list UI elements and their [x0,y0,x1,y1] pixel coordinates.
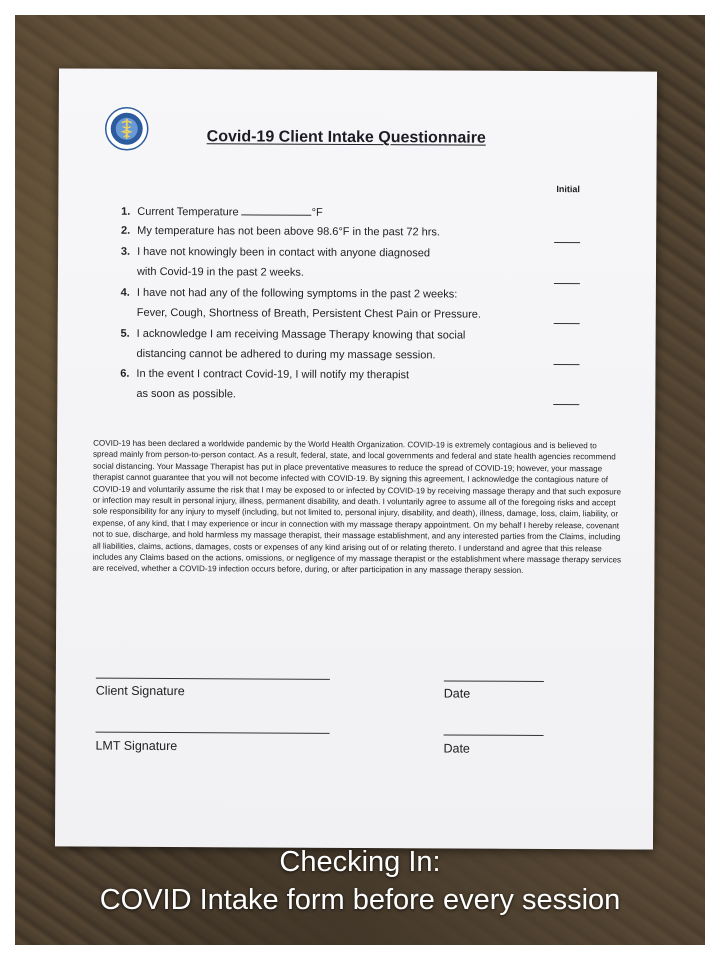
question-4 [110,287,457,301]
question-text: In the event I contract Covid-19, I will notify my therapist [136,367,410,382]
initial-line-2[interactable] [554,242,580,243]
question-5 [110,328,466,342]
question-number: 1. [121,205,131,218]
question-number: 4. [120,286,130,299]
question-text-cont: distancing cannot be adhered to during my massage session. [136,347,436,362]
question-text: I have not had any of the following symptoms in the past 2 weeks: [136,286,458,301]
lmt-date-label: Date [443,741,470,756]
question-1 [110,204,323,219]
photo-frame [15,15,705,945]
initial-column-header: Initial [556,184,580,195]
question-text: My temperature has not been above 98.6°F in the past 72 hrs. [137,224,441,239]
question-5-cont [110,348,436,362]
initial-line-4[interactable] [554,323,580,324]
initial-line-5[interactable] [553,364,579,365]
lmt-date-line[interactable] [444,734,544,736]
intake-form-paper [55,68,657,849]
question-3-cont [110,266,304,279]
question-2 [110,225,440,239]
question-text-cont: as soon as possible. [136,387,237,401]
temperature-unit: °F [311,206,323,219]
temperature-blank[interactable] [242,204,312,215]
question-text-cont: Fever, Cough, Shortness of Breath, Persistent Chest Pain or Pressure. [136,306,482,321]
client-signature-label: Client Signature [95,683,185,699]
question-3 [110,246,430,260]
initial-line-3[interactable] [554,283,580,284]
caption-line-1: Checking In: [279,846,441,878]
question-number: 3. [120,245,131,258]
question-text: I acknowledge I am receiving Massage Therapy knowing that social [136,327,466,342]
form-title: Covid-19 Client Intake Questionnaire [206,128,486,147]
liability-waiver-text: COVID-19 has been declared a worldwide pandemic by the World Health Organization. COVID-19 is extremely contagious and is believed to spread mainly from person-to-person contact. As a result, federal, state, and local governments and federal and state health agencies recommend social distancing. Your Massage Therapist has put in place preventative measures to reduce the spread of COVID-19; however, your massage therapist cannot guarantee that you will not become infected with COVID-19. By signing this agreement, I acknowledge the contagious nature of COVID-19 and voluntarily assume the risk that I may be exposed to or infected by COVID-19 by receiving massage therapy and that such exposure or infection may result in personal injury, illness, permanent disability, and death. I voluntarily agree to assume all of the foregoing risks and accept sole responsibility for any injury to myself (including, but not limited to, personal injury, disability, and death), illness, damage, loss, claim, liability, or expense, of any kind, that I may experience or incur in connection with my massage therapy appointment. On my behalf I hereby release, covenant not to sue, discharge, and hold harmless my massage therapist, their massage establishment, and any interested parties from the Claims, including all liabilities, claims, actions, damages, costs or expenses of any kind arising out of or relating thereto. I understand and agree that this release includes any Claims based on the actions, omissions, or negligence of my massage therapist or the establishment where massage therapy services are received, whether a COVID-19 infection occurs before, during, or after participation in any massage therapy session. [92,438,622,576]
client-date-line[interactable] [444,680,544,682]
initial-line-6[interactable] [553,404,579,405]
question-6-cont [109,388,236,401]
client-signature-line[interactable] [96,678,330,680]
question-text: I have not knowingly been in contact with anyone diagnosed [137,245,431,260]
question-number: 2. [120,224,131,237]
question-number: 6. [120,367,130,380]
question-text: Current Temperature [137,205,239,219]
question-number: 5. [120,327,130,340]
question-6 [109,368,409,382]
client-date-label: Date [443,686,471,701]
lmt-signature-line[interactable] [96,732,330,734]
question-4-cont [110,307,481,321]
caption-line-2: COVID Intake form before every session [99,884,621,916]
lmt-signature-label: LMT Signature [95,738,178,754]
association-seal-logo [105,107,149,151]
question-text-cont: with Covid-19 in the past 2 weeks. [136,265,304,279]
